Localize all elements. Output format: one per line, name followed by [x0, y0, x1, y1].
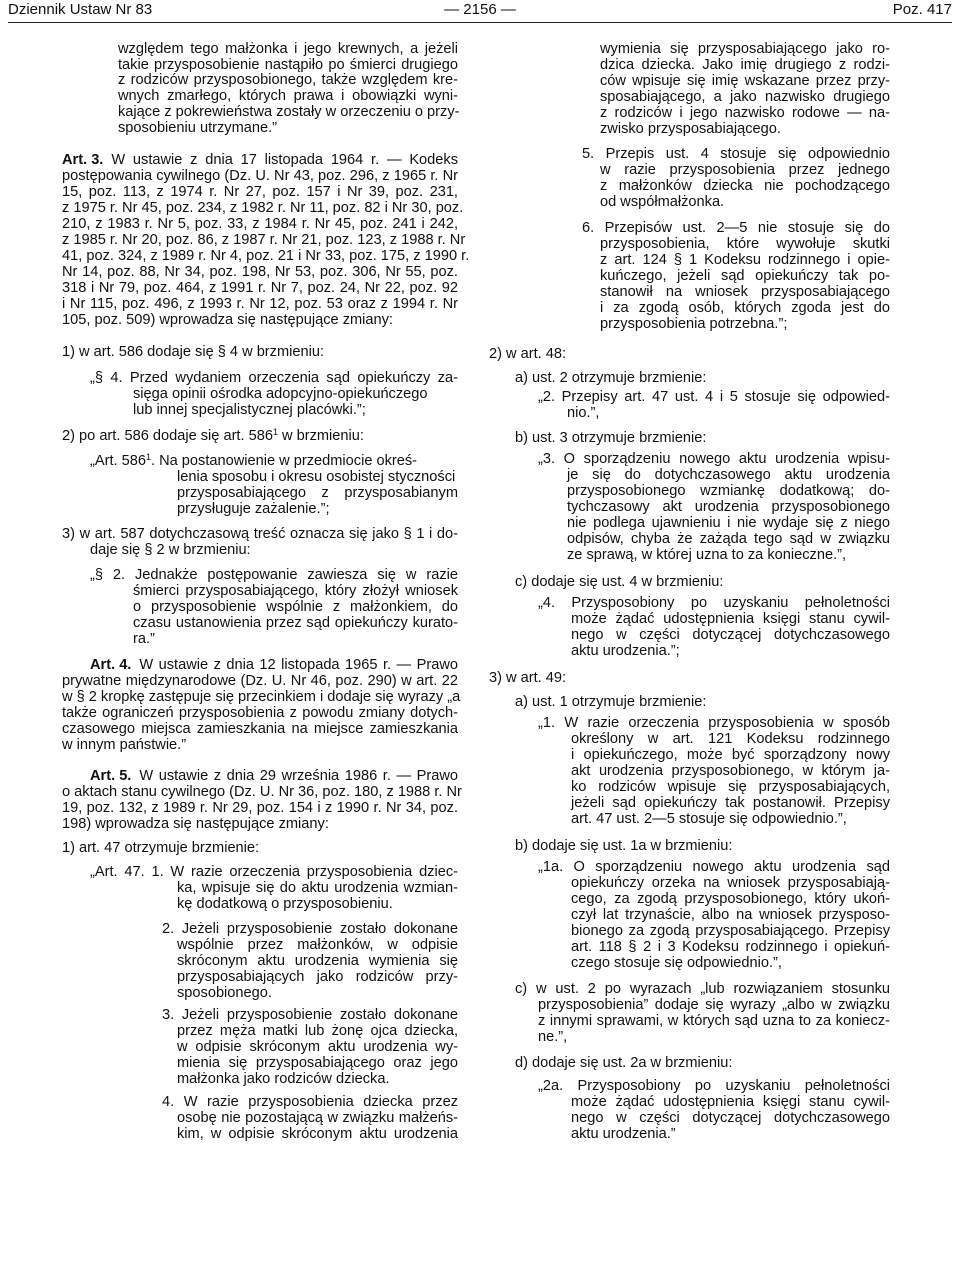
text-line: „§ 2. Jednakże postępowanie zawiesza się w razie [90, 567, 458, 583]
text-line: 3) w art. 587 dotychczasową treść oznacza się jako § 1 i do- [62, 526, 458, 542]
text-line: cego, za zgodą przysposobionego, który ukoń- [571, 891, 890, 907]
text-line: z małżonków dziecka nie pochodzącego [600, 178, 890, 194]
text-line: 3) w art. 49: [489, 670, 567, 686]
text-line: i opiekuńczego, może być sporządzony nowy [571, 747, 890, 763]
text-line: z 1985 r. Nr 20, poz. 86, z 1987 r. Nr 21, poz. 123, z 1988 r. Nr [62, 232, 466, 248]
text-line: sposobieniu utrzymane.” [118, 120, 277, 136]
text-line: 2. Jeżeli przysposobienie zostało dokonane [162, 921, 458, 937]
text-line: ze sprawą, w której uzna to za konieczne.”, [567, 547, 847, 563]
text-line: lub innej specjalistycznej placówki.”; [133, 402, 366, 418]
article-label: Art. 3. [62, 152, 104, 168]
text-line: art. 47 ust. 2—5 stosuje się odpowiednio.”, [571, 811, 847, 827]
text-line: W ustawie z dnia 29 września 1986 r. — Prawo [139, 768, 458, 784]
text-line: „2. Przepisy art. 47 ust. 4 i 5 stosuje się odpowied- [538, 389, 890, 405]
text-line: sięga opinii ośrodka adopcyjno-opiekuńczego [133, 386, 428, 402]
text-line: W ustawie z dnia 17 listopada 1964 r. — Kodeks [111, 152, 458, 168]
text-line: przysposabiających jako rodziców przy- [177, 969, 458, 985]
text-line: względem tego małżonka i jego krewnych, a jeżeli [118, 41, 458, 57]
text-line: czył lat trzynaście, albo na wniosek przysposo- [571, 907, 890, 923]
text-line: jeżeli sąd opiekuńczy tak postanowił. Przepisy [571, 795, 890, 811]
text-line: „§ 4. Przed wydaniem orzeczenia sąd opiekuńczy za- [90, 370, 458, 386]
text-line: i Nr 115, poz. 496, z 1993 r. Nr 12, poz. 53 oraz z 1994 r. Nr [62, 296, 458, 312]
text-line: w odpisie skróconym aktu urodzenia wy- [177, 1039, 458, 1055]
text-line: a) ust. 1 otrzymuje brzmienie: [515, 694, 707, 710]
text-line: bionego za zgodą przysposabiającego. Przepisy [571, 923, 890, 939]
text-line: wymienia się przysposabiającego jako ro- [600, 41, 890, 57]
text-line: „2a. Przysposobiony po uzyskaniu pełnoletności [538, 1078, 890, 1094]
text-line: prywatne międzynarodowe (Dz. U. Nr 46, poz. 290) w art. 22 [62, 673, 458, 689]
text-line: wnych zmarłego, których prawa i obowiązki wyni- [118, 88, 458, 104]
text-line: sposobionego. [177, 985, 272, 1001]
text-line: w innym państwie.” [62, 737, 187, 753]
text-line: 318 i Nr 79, poz. 464, z 1991 r. Nr 7, poz. 24, Nr 22, poz. 92 [62, 280, 458, 296]
text-line: opiekuńczy orzeka na wniosek przysposabiają- [571, 875, 890, 891]
text-line: a) ust. 2 otrzymuje brzmienie: [515, 370, 707, 386]
text-line: postępowania cywilnego (Dz. U. Nr 43, poz. 296, z 1965 r. Nr [62, 168, 458, 184]
text-line: „1. W razie orzeczenia przysposobienia w sposób [538, 715, 890, 731]
text-line: może żądać udostępnienia księgi stanu cywil- [571, 1094, 890, 1110]
page-number: — 2156 — [444, 1, 516, 18]
text-line: w § 2 kropkę zastępuje się przecinkiem i dodaje się wyrazy „a [62, 689, 461, 705]
text-line: 19, poz. 132, z 1989 r. Nr 29, poz. 154 i z 1990 r. Nr 34, poz. [62, 800, 458, 816]
text-line: „Art. $586^1$. Na postanowienie w przedmiocie okreś- [90, 452, 418, 469]
text-line: może żądać udostępnienia księgi stanu cywil- [571, 611, 890, 627]
text-line: i za zgodą osób, których zgoda jest do [600, 300, 890, 316]
text-line: śmierci przysposabiającego, który złożył wniosek [133, 583, 458, 599]
text-line: je się do dotychczasowego aktu urodzenia [567, 467, 890, 483]
text-line: przysposabiającego z przysposabianym [177, 485, 458, 501]
text-line: „Art. 47. 1. W razie orzeczenia przysposobienia dziec- [90, 864, 458, 880]
text-line: akt urodzenia przysposobionego, w którym ja- [571, 763, 890, 779]
text-line: skróconym aktu urodzenia wymienia się [177, 953, 458, 969]
text-line: ców wpisuje się imię wskazane przez przy- [600, 73, 890, 89]
text-line: b) ust. 3 otrzymuje brzmienie: [515, 430, 707, 446]
text-line: b) dodaje się ust. 1a w brzmieniu: [515, 838, 733, 854]
text-line: 1) w art. 586 dodaje się § 4 w brzmieniu: [62, 344, 325, 360]
text-line: 5. Przepis ust. 4 stosuje się odpowiednio [582, 146, 890, 162]
text-line: osobę nie pozostającą w związku małżeńs- [177, 1110, 458, 1126]
text-line: sposabiającego, a jako nazwisko drugiego [600, 89, 890, 105]
text-line: lenia sposobu i okresu osobistej styczności [177, 469, 456, 485]
text-line: wspólnie przez małżonków, w odpisie [177, 937, 458, 953]
text-line: przysposobienia potrzebna.”; [600, 316, 788, 332]
text-line: z 1975 r. Nr 45, poz. 234, z 1982 r. Nr 11, poz. 82 i Nr 30, poz. [62, 200, 464, 216]
text-line: przysposobienia, które wywołuje skutki [600, 236, 890, 252]
text-line: z rodziców i jego nazwisko rodowe — na- [600, 105, 890, 121]
position-number: Poz. 417 [892, 1, 952, 18]
text-line: ra.” [133, 631, 155, 647]
text-line: mienia się przysposabiającego oraz jego [177, 1055, 458, 1071]
text-line: ko rodziców wpisuje się przysposabiających, [571, 779, 890, 795]
superscript: 1 [272, 427, 278, 437]
journal-title: Dziennik Ustaw Nr 83 [8, 1, 153, 18]
text-line: 210, z 1983 r. Nr 5, poz. 33, z 1984 r. Nr 45, poz. 241 i 242, [62, 216, 458, 232]
text-line: art. 118 § 2 i 3 Kodeksu rodzinnego i opiekuń- [571, 939, 890, 955]
text-line: tychczasowy akt urodzenia przysposobionego [567, 499, 890, 515]
text-line: nego w części dotyczącej dotychczasowego [571, 1110, 890, 1126]
text-line: „1a. O sporządzeniu nowego aktu urodzenia sąd [538, 859, 890, 875]
text-line: czasowego miejsca zamieszkania na miejsce zamieszkania [62, 721, 458, 737]
text-line: 41, poz. 324, z 1989 r. Nr 4, poz. 21 i Nr 33, poz. 175, z 1990 r. [62, 248, 470, 264]
text-line: także ograniczeń przysposobienia z powodu zmiany dotych- [62, 705, 458, 721]
text-line: stanowił na wniosek przysposabiającego [600, 284, 890, 300]
text-line: małżonka jako rodziców dziecka. [177, 1071, 390, 1087]
text-line: c) dodaje się ust. 4 w brzmieniu: [515, 574, 724, 590]
text-line: 2) po art. 586 dodaje się art. $586^1$ w brzmieniu: [62, 427, 364, 444]
text-line: takie przysposobienie nastąpiło po śmierci drugiego [118, 57, 458, 73]
text-line: od współmałżonka. [600, 194, 725, 210]
text-line: „3. O sporządzeniu nowego aktu urodzenia wpisu- [538, 451, 890, 467]
text-line: aktu urodzenia.”; [571, 643, 680, 659]
text-line: ka, wpisuje się do aktu urodzenia wzmian- [177, 880, 458, 896]
text-line: 105, poz. 509) wprowadza się następujące zmiany: [62, 312, 393, 328]
article-3-heading [62, 152, 458, 168]
superscript: 1 [145, 452, 151, 462]
text-line: określony w art. 121 Kodeksu rodzinnego [571, 731, 890, 747]
text-line: c) w ust. 2 po wyrazach „lub rozwiązaniem stosunku [515, 981, 890, 997]
text-line: przez męża matki lub żonę ojca dziecka, [177, 1023, 458, 1039]
text-line: przysposobionego wzmiankę dodatkową; do- [567, 483, 890, 499]
text-line: nego w części dotyczącej dotychczasowego [571, 627, 890, 643]
text-line: z art. 124 § 1 Kodeksu rodzinnego i opie- [600, 252, 890, 268]
text-line: z innymi sprawami, w których sąd uzna to za koniecz- [538, 1013, 890, 1029]
text-line: czasu ustanowienia przez sąd opiekuńczy kurato- [133, 615, 458, 631]
article-5-heading [90, 768, 458, 784]
text-line: w razie przysposobienia przez jednego [600, 162, 890, 178]
text-line: o aktach stanu cywilnego (Dz. U. Nr 36, poz. 180, z 1988 r. Nr [62, 784, 462, 800]
text-line: Nr 14, poz. 88, Nr 34, poz. 198, Nr 53, poz. 306, Nr 55, poz. [62, 264, 458, 280]
text-line: 2) w art. 48: [489, 346, 567, 362]
text-line: z rodziców przysposobionego, także względem kre- [118, 72, 458, 88]
text-line: czego stosuje się odpowiednio.”, [571, 955, 782, 971]
text-line: 3. Jeżeli przysposobienie zostało dokonane [162, 1007, 458, 1023]
text-line: kim, w odpisie skróconym aktu urodzenia [177, 1126, 458, 1142]
text-line: kające z pokrewieństwa zostały w orzeczeniu o przy- [118, 104, 460, 120]
text-line: 15, poz. 113, z 1974 r. Nr 27, poz. 157 i Nr 39, poz. 231, [62, 184, 458, 200]
text-line: odpisów, chyba że zażąda tego sąd w związku [567, 531, 890, 547]
text-line: przysługuje zażalenie.”; [177, 501, 330, 517]
article-label: Art. 4. [90, 657, 132, 673]
text-line: zwisko przysposabiającego. [600, 121, 781, 137]
article-4-heading [90, 657, 458, 673]
text-line: kuńczego, jeżeli sąd opiekuńczy tak po- [600, 268, 890, 284]
text-line: ne.”, [538, 1029, 568, 1045]
text-line: dzica dziecka. Jako imię drugiego z rodzi- [600, 57, 890, 73]
text-line: 4. W razie przysposobienia dziecka przez [162, 1094, 458, 1110]
text-line: „4. Przysposobiony po uzyskaniu pełnoletności [538, 595, 890, 611]
text-line: 198) wprowadza się następujące zmiany: [62, 816, 329, 832]
text-line: o przysposobienie wspólnie z małżonkiem, do [133, 599, 458, 615]
text-line: kę dodatkową o przysposobieniu. [177, 896, 393, 912]
text-line: aktu urodzenia.” [571, 1126, 676, 1142]
text-line: nio.”, [567, 405, 600, 421]
article-label: Art. 5. [90, 768, 132, 784]
text-line: daje się § 2 w brzmieniu: [90, 542, 251, 558]
text-line: W ustawie z dnia 12 listopada 1965 r. — Prawo [139, 657, 458, 673]
text-line: 6. Przepisów ust. 2—5 nie stosuje się do [582, 220, 890, 236]
text-line: d) dodaje się ust. 2a w brzmieniu: [515, 1055, 733, 1071]
text-line: nie podlega ujawnieniu i nie wydaje się z niego [567, 515, 890, 531]
running-header [8, 0, 952, 23]
text-line: przysposobienia” dodaje się wyrazy „albo w związku [538, 997, 890, 1013]
text-line: 1) art. 47 otrzymuje brzmienie: [62, 840, 260, 856]
